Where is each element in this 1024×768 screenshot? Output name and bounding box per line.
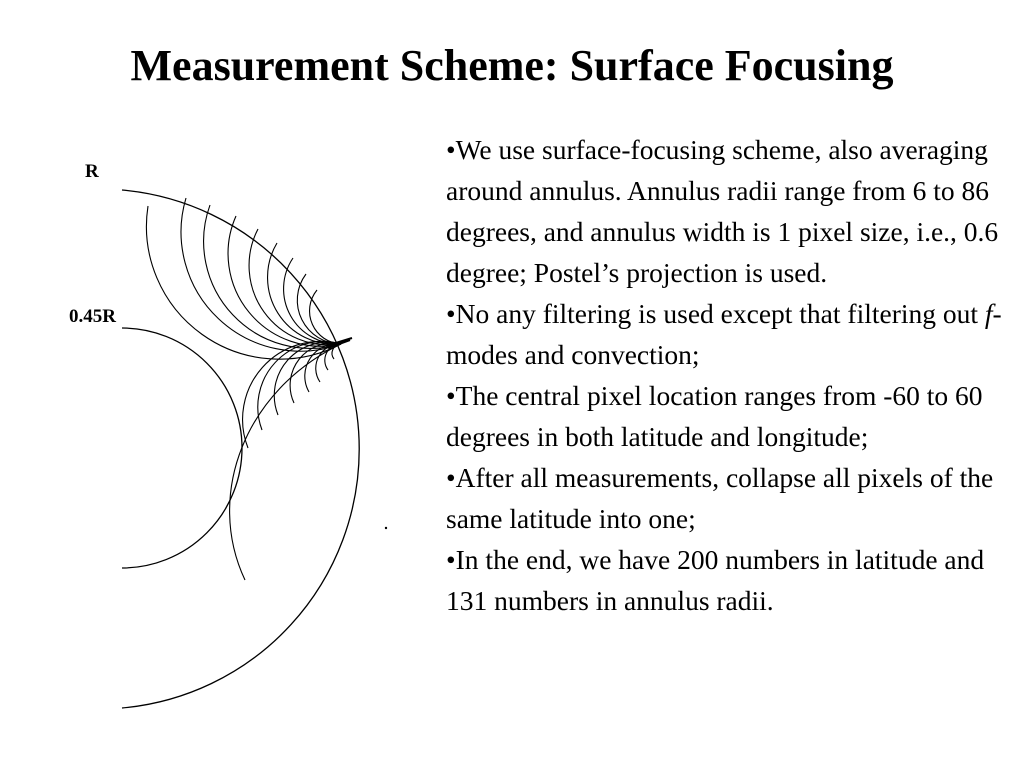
ray-path-svg — [0, 130, 440, 730]
ray-path-0 — [146, 206, 341, 359]
marker-dot — [385, 527, 387, 529]
bullet-item — [446, 375, 1006, 457]
inner-radius-label: 0.45R — [69, 306, 116, 327]
bullet-text: We use surface-focusing scheme, also averaging around annulus. Annulus radii range from 6 to 86 degrees, and annulus width is 1 pixel size, i.e., 0.6 degree; Postel’s projection is used. — [446, 134, 999, 288]
slide-title: Measurement Scheme: Surface Focusing — [130, 41, 894, 90]
ray-path-deep — [230, 344, 341, 580]
bullet-item — [446, 293, 1006, 375]
ray-paths-group — [146, 198, 387, 580]
bullet-text: -modes and convection; — [446, 298, 1002, 370]
ray-path-10 — [258, 342, 341, 430]
bullet-list — [446, 129, 1006, 621]
bullet-item — [446, 129, 1006, 293]
ray-path-7 — [297, 274, 341, 344]
ray-path-diagram — [0, 130, 440, 730]
outer-radius-label: R — [85, 161, 99, 182]
bullet-italic-f: f — [984, 298, 993, 329]
inner-circle-boundary — [122, 328, 242, 568]
ray-path-8 — [310, 290, 341, 344]
bullet-item — [446, 457, 1006, 539]
bullet-text: After all measurements, collapse all pixels of the same latitude into one; — [446, 462, 994, 534]
bullet-item — [446, 539, 1006, 621]
ray-path-11 — [274, 342, 341, 415]
bullet-text: In the end, we have 200 numbers in latitude and 131 numbers in annulus radii. — [446, 544, 985, 616]
bullet-text: No any filtering is used except that filtering out — [455, 298, 985, 329]
ray-path-2 — [204, 205, 341, 348]
outer-circle-boundary — [122, 190, 359, 708]
bullet-text: The central pixel location ranges from -60 to 60 degrees in both latitude and longitude; — [446, 380, 983, 452]
